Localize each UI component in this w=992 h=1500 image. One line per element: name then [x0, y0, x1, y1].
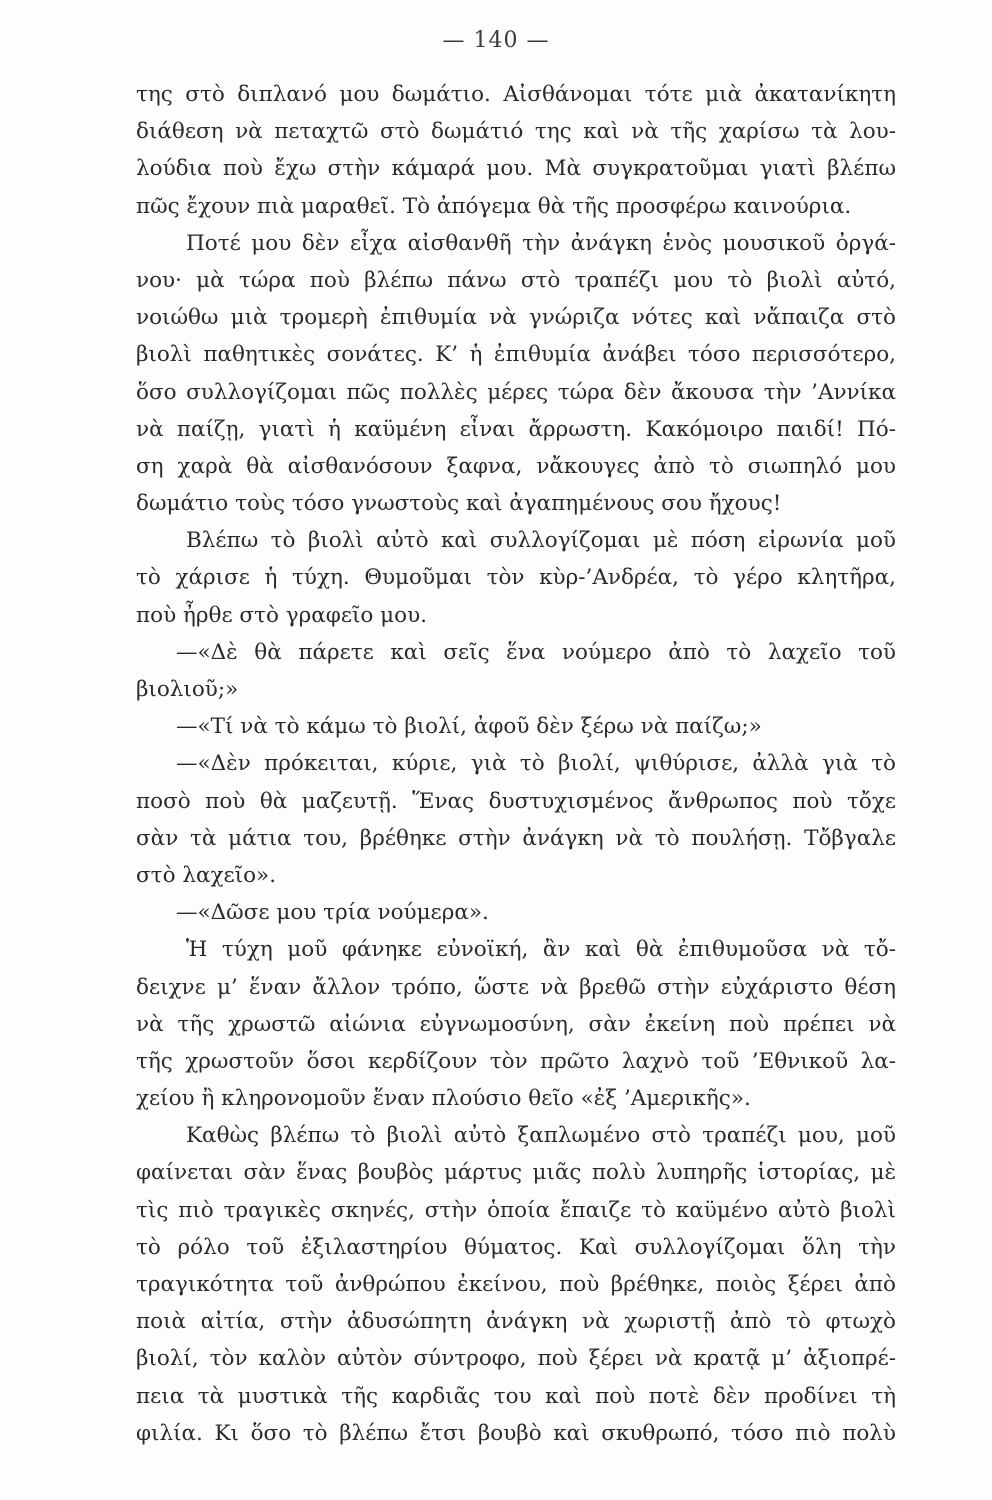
text-line: της στὸ διπλανό μου δωμάτιο. Αἰσθάνομαι τότε μιὰ ἀκατανίκητη [136, 82, 896, 107]
text-line: βιολὶ παθητικὲς σονάτες. Κ’ ἡ ἐπιθυμία ἀνάβει τόσο περισσότερο, [136, 342, 896, 368]
text-line: ση χαρὰ θὰ αἰσθανόσουν ξαφνα, νἄκουγες ἀπὸ τὸ σιωπηλό μου [136, 453, 896, 479]
dialogue-line: —«Δὲ θὰ πάρετε καὶ σεῖς ἕνα νούμερο ἀπὸ τὸ λαχεῖο τοῦ [176, 639, 896, 665]
text-line: πεια τὰ μυστικὰ τῆς καρδιᾶς του καὶ ποὺ ποτὲ δὲν προδίνει τὴ [136, 1383, 896, 1409]
text-line: ὅσο συλλογίζομαι πῶς πολλὲς μέρες τώρα δὲν ἄκουσα τὴν ’Αννίκα [136, 379, 896, 405]
text-line: δειχνε μ’ ἕναν ἄλλον τρόπο, ὥστε νὰ βρεθῶ στὴν εὐχάριστο θέση [136, 974, 896, 1000]
text-line: διάθεση νὰ πεταχτῶ στὸ δωμάτιό της καὶ νὰ τῆς χαρίσω τὰ λου- [136, 119, 896, 145]
paragraph-start-line: Βλέπω τὸ βιολὶ αὐτὸ καὶ συλλογίζομαι μὲ πόση εἰρωνία μοῦ [186, 528, 896, 554]
dialogue-line: —«Τί νὰ τὸ κάμω τὸ βιολί, ἀφοῦ δὲν ξέρω νὰ παίζω;» [176, 714, 762, 740]
dialogue-line: —«Δὲν πρόκειται, κύριε, γιὰ τὸ βιολί, ψιθύρισε, ἀλλὰ γιὰ τὸ [176, 751, 896, 777]
text-line: τὶς πιὸ τραγικὲς σκηνές, στὴν ὁποία ἔπαιζε τὸ καϋμένο αὐτὸ βιολὶ [136, 1197, 896, 1223]
paragraph-start-line: Ἡ τύχη μοῦ φάνηκε εὐνοϊκή, ἂν καὶ θὰ ἐπιθυμοῦσα νὰ τὄ- [186, 937, 896, 963]
dialogue-line: —«Δῶσε μου τρία νούμερα». [176, 900, 489, 926]
text-line: νὰ τῆς χρωστῶ αἰώνια εὐγνωμοσύνη, σὰν ἐκείνη ποὺ πρέπει νὰ [136, 1011, 896, 1037]
text-line: φιλία. Κι ὅσο τὸ βλέπω ἔτσι βουβὸ καὶ σκυθρωπό, τόσο πιὸ πολὺ [136, 1420, 896, 1446]
paragraph-start-line: Καθὼς βλέπω τὸ βιολὶ αὐτὸ ξαπλωμένο στὸ τραπέζι μου, μοῦ [186, 1123, 896, 1149]
text-line: νὰ παίζῃ, γιατὶ ἡ καϋμένη εἶναι ἄρρωστη. Κακόμοιρο παιδί! Πό- [136, 416, 896, 442]
paragraph-start-line: Ποτέ μου δὲν εἶχα αἰσθανθῆ τὴν ἀνάγκη ἑνὸς μουσικοῦ ὀργά- [186, 230, 896, 256]
text-line: ποιὰ αἰτία, στὴν ἀδυσώπητη ἀνάγκη νὰ χωριστῇ ἀπὸ τὸ φτωχὸ [136, 1309, 896, 1335]
text-line: τὸ χάρισε ἡ τύχη. Θυμοῦμαι τὸν κὺρ-’Ανδρέα, τὸ γέρο κλητῆρα, [136, 565, 896, 591]
text-line: βιολιοῦ;» [136, 677, 239, 702]
text-line: τὸ ρόλο τοῦ ἐξιλαστηρίου θύματος. Καὶ συλλογίζομαι ὅλη τὴν [136, 1234, 896, 1260]
text-line: λούδια ποὺ ἔχω στὴν κάμαρά μου. Μὰ συγκρατοῦμαι γιατὶ βλέπω [136, 156, 896, 182]
text-line: νοιώθω μιὰ τρομερὴ ἐπιθυμία νὰ γνώριζα νότες καὶ νἄπαιζα στὸ [136, 305, 896, 331]
text-line: χείου ἢ κληρονομοῦν ἕναν πλούσιο θεῖο «ἐξ ’Αμερικῆς». [136, 1086, 751, 1112]
text-line: νου· μὰ τώρα ποὺ βλέπω πάνω στὸ τραπέζι μου τὸ βιολὶ αὐτό, [136, 267, 896, 293]
text-line: ποσὸ ποὺ θὰ μαζευτῇ. Ἕνας δυστυχισμένος ἄνθρωπος ποὺ τὄχε [136, 788, 896, 814]
page-number: — 140 — [442, 28, 550, 53]
text-line: δωμάτιο τοὺς τόσο γνωστοὺς καὶ ἀγαπημένους σου ἤχους! [136, 491, 782, 517]
text-line: σὰν τὰ μάτια του, βρέθηκε στὴν ἀνάγκη νὰ τὸ πουλήσῃ. Τὄβγαλε [136, 825, 896, 851]
text-line: τῆς χρωστοῦν ὅσοι κερδίζουν τὸν πρῶτο λαχνὸ τοῦ ’Εθνικοῦ λα- [136, 1048, 896, 1074]
text-line: στὸ λαχεῖο». [136, 862, 277, 888]
text-line: βιολί, τὸν καλὸν αὐτὸν σύντροφο, ποὺ ξέρει νὰ κρατᾷ μ’ ἀξιοπρέ- [136, 1346, 896, 1372]
body-text [136, 76, 896, 1452]
text-line: τραγικότητα τοῦ ἀνθρώπου ἐκείνου, ποὺ βρέθηκε, ποιὸς ξέρει ἀπὸ [136, 1272, 896, 1297]
text-line: φαίνεται σὰν ἕνας βουβὸς μάρτυς μιᾶς πολὺ λυπηρῆς ἱστορίας, μὲ [136, 1160, 896, 1186]
text-line: ποὺ ἦρθε στὸ γραφεῖο μου. [136, 602, 427, 628]
text-line: πῶς ἔχουν πιὰ μαραθεῖ. Τὸ ἀπόγεμα θὰ τῆς προσφέρω καινούρια. [136, 193, 852, 219]
